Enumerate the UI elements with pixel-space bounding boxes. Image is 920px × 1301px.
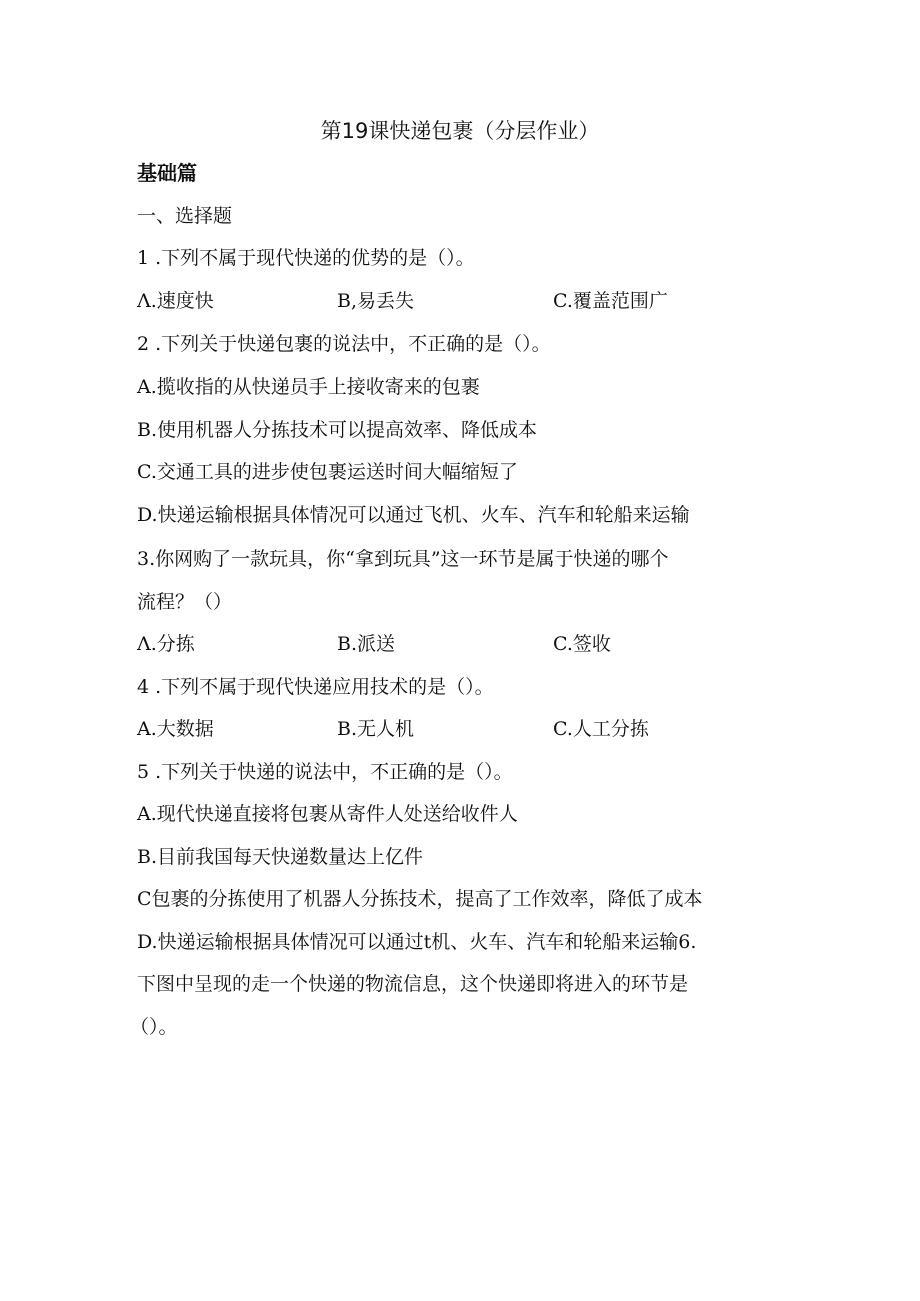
level-heading: 基础篇 (137, 161, 197, 185)
question-4-stem: 4 .下列不属于现代快递应用技术的是（）。 (137, 676, 494, 698)
question-3-stem-line-1: 3.你网购了一款玩具，你“拿到玩具”这一环节是属于快递的哪个 (137, 548, 669, 570)
question-5-option-c: C包裹的分拣使用了机器人分拣技术，提高了工作效率，降低了成本 (137, 888, 703, 910)
question-1-stem: 1 .下列不属于现代快递的优势的是（）。 (137, 247, 475, 269)
question-4-option-a: A.大数据 (137, 718, 214, 740)
section-heading: 一、选择题 (137, 205, 233, 227)
question-2-stem: 2 .下列关于快递包裹的说法中，不正确的是（）。 (137, 333, 551, 355)
question-2-option-a: A.揽收指的从快递员手上接收寄来的包裹 (137, 376, 480, 398)
question-5-option-a: A.现代快递直接将包裹从寄件人处送给收件人 (137, 803, 518, 825)
question-1-option-b: B,易丢失 (337, 290, 415, 312)
question-1-option-a: Λ.速度快 (137, 290, 214, 312)
document-title: 第19课快递包裹（分层作业） (320, 119, 600, 143)
question-4-option-c: C.人工分拣 (553, 718, 649, 740)
question-3-option-a: Λ.分拣 (137, 633, 195, 655)
question-2-option-c: C.交通工具的进步使包裹运送时间大幅缩短了 (137, 461, 518, 483)
question-3-option-c: C.签收 (553, 633, 611, 655)
question-4-option-b: B.无人机 (337, 718, 415, 740)
question-3-option-b: B.派送 (337, 633, 396, 655)
question-3-stem-line-2: 流程？（） (137, 591, 233, 613)
question-2-option-b: B.使用机器人分拣技术可以提高效率、降低成本 (137, 419, 538, 441)
question-1-option-c: C.覆盖范围广 (553, 290, 668, 312)
question-6-stem-line-2: （）。 (130, 1016, 178, 1038)
question-5-stem: 5 .下列关于快递的说法中，不正确的是（）。 (137, 761, 513, 783)
question-6-stem-line-1: 下图中呈现的走一个快递的物流信息，这个快递即将进入的环节是 (137, 973, 689, 995)
question-5-option-d: D.快递运输根据具体情况可以通过t机、火车、汽车和轮船来运输6. (137, 931, 697, 953)
question-2-option-d: D.快递运输根据具体情况可以通过飞机、火车、汽车和轮船来运输 (137, 504, 690, 526)
question-5-option-b: B.目前我国每天快递数量达上亿件 (137, 846, 424, 868)
